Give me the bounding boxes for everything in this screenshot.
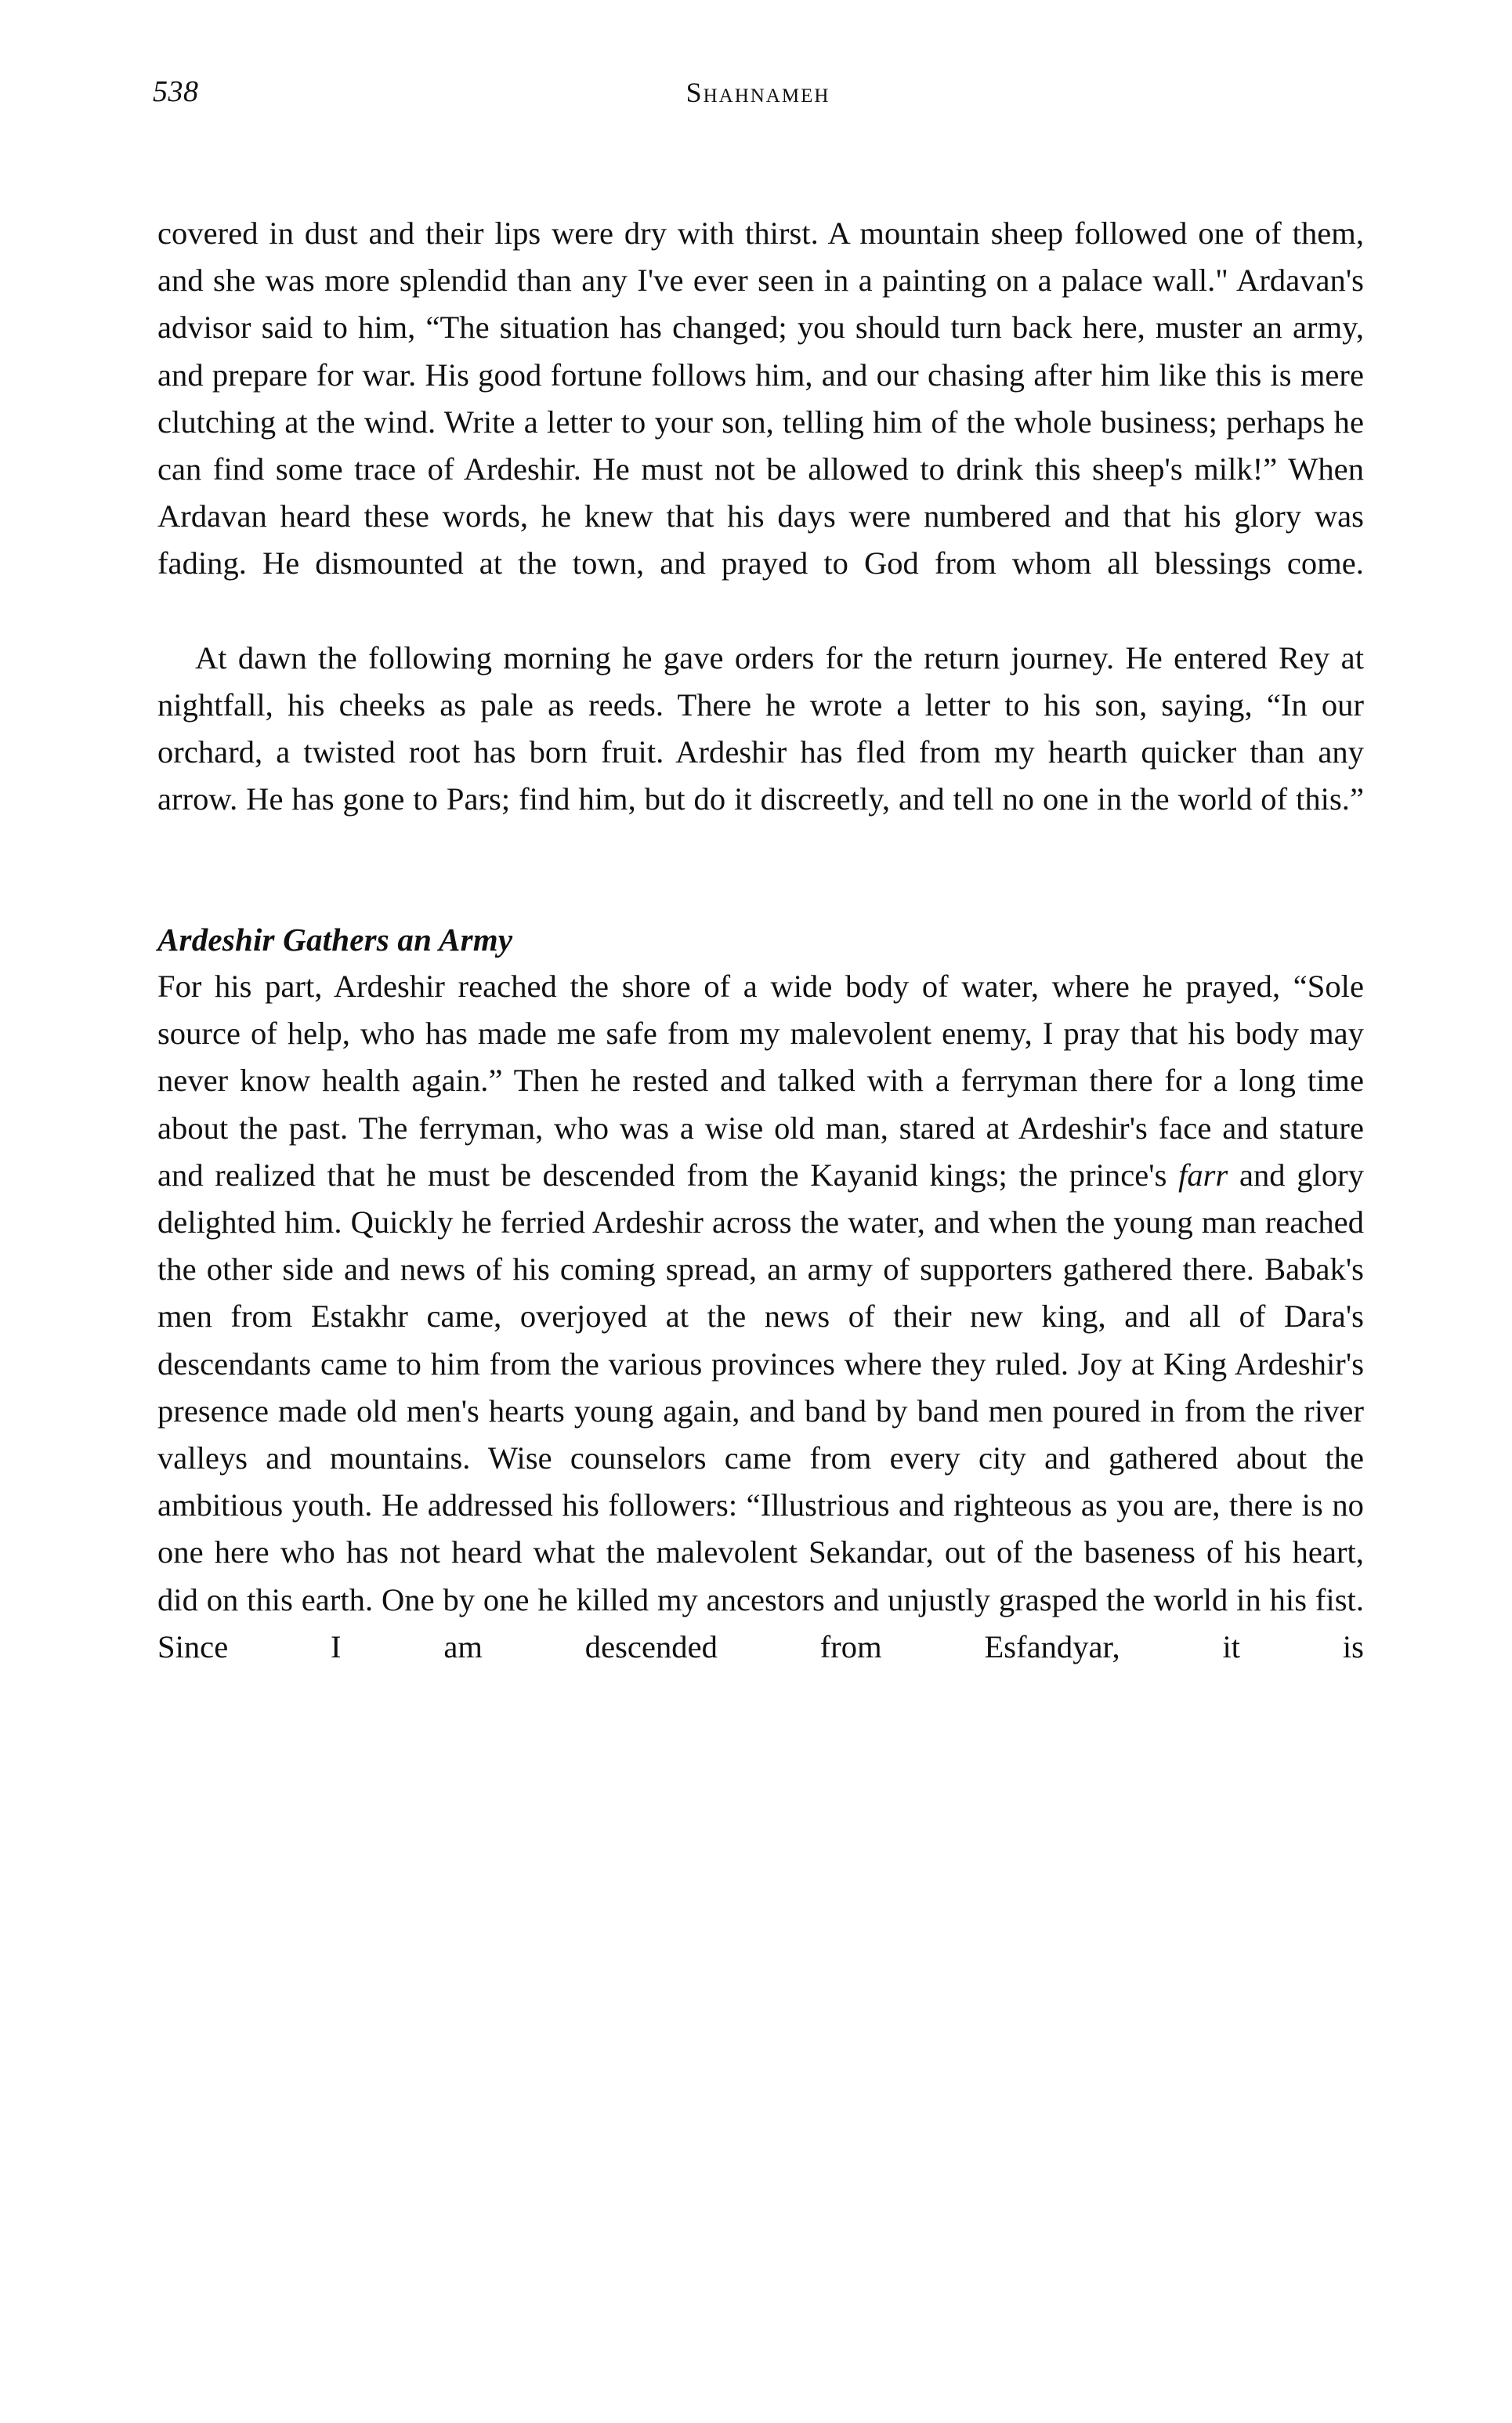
- paragraph-text-part-2: and glory delighted him. Quickly he ferried Ardeshir across the water, and when the young man reached the other side and news of his coming spread, an army of supporters gathered there. Babak's men from Estakhr came, overjoyed at the news of their new king, and all of Dara's descendants came to him from the various provinces where they ruled. Joy at King Ardeshir's presence made old men's hearts young again, and band by band men poured in from the river valleys and mountains. Wise counselors came from every city and gathered about the ambitious youth. He addressed his followers: “Illustrious and righteous as you are, there is no one here who has not heard what the malevolent Sekandar, out of the baseness of his heart, did on this earth. One by one he killed my ancestors and unjustly grasped the world in his fist. Since I am descended from Esfandyar, it is: [157, 1157, 1364, 1664]
- heading-spacer: [157, 871, 1364, 916]
- paragraph-return-journey: At dawn the following morning he gave orders for the return journey. He entered Rey at nightfall, his cheeks as pale as reeds. There he wrote a letter to his son, saying, “In our orchard, a twisted root has born fruit. Ardeshir has fled from my hearth quicker than any arrow. He has gone to Pars; find him, but do it discreetly, and tell no one in the world of this.”: [157, 639, 1364, 817]
- paragraph-text-part-1: For his part, Ardeshir reached the shore of a wide body of water, where he prayed, “Sole source of help, who has made me safe from my malevolent enemy, I pray that his body may never know health again.” Then he rested and talked with a ferryman there for a long time about the past. The ferryman, who was a wise old man, stared at Ardeshir's face and stature and realized that he must be descended from the Kayanid kings; the prince's: [157, 969, 1364, 1193]
- foreign-term-farr: farr: [1178, 1157, 1228, 1193]
- paragraph-continuation: covered in dust and their lips were dry with thirst. A mountain sheep followed one of them, and she was more splendid than any I've ever seen in a painting on a palace wall." Ardavan's advisor said to him, “The situation has changed; you should turn back here, muster an army, and prepare for war. His good fortune follows him, and our chasing after him like this is mere clutching at the wind. Write a letter to your son, telling him of the whole business; perhaps he can find some trace of Ardeshir. He must not be allowed to drink this sheep's milk!” When Ardavan heard these words, he knew that his days were numbered and that his glory was fading. He dismounted at the town, and prayed to God from whom all blessings come.: [157, 215, 1364, 581]
- section-heading: Ardeshir Gathers an Army: [157, 921, 513, 958]
- running-head: [153, 77, 1363, 124]
- text-block: [157, 210, 1364, 1718]
- running-head-title: Shahnameh: [685, 77, 830, 108]
- page-number: 538: [153, 75, 199, 108]
- paragraph-gathers-army: [157, 963, 1364, 1718]
